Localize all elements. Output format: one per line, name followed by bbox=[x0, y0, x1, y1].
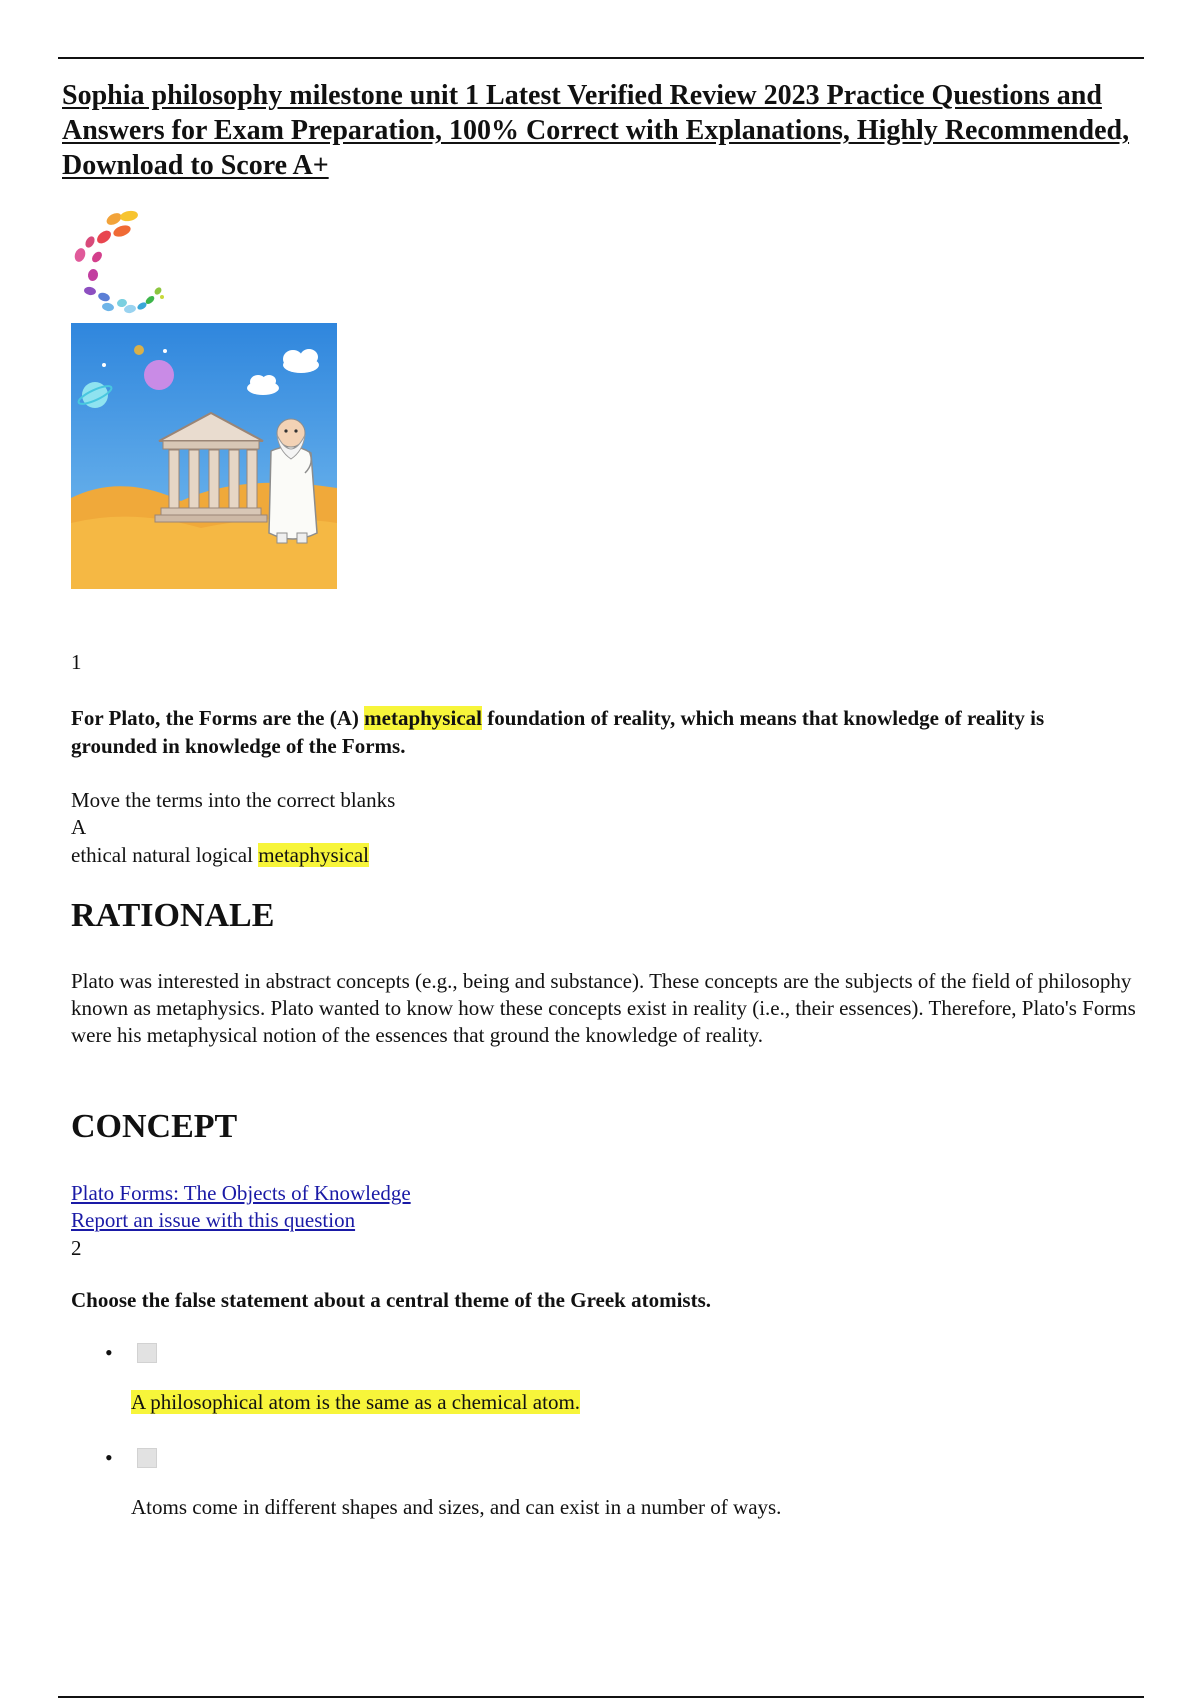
option-2-checkbox[interactable] bbox=[137, 1448, 157, 1468]
report-issue-link[interactable]: Report an issue with this question bbox=[71, 1208, 356, 1232]
option-1[interactable] bbox=[131, 1390, 580, 1415]
term-ethical[interactable]: ethical bbox=[71, 843, 127, 867]
prompt-highlight: metaphysical bbox=[364, 706, 482, 730]
option-2-text: Atoms come in different shapes and sizes, and can exist in a number of ways. bbox=[131, 1495, 782, 1519]
question-1-number: 1 bbox=[71, 650, 82, 674]
bullet-icon: • bbox=[105, 1340, 113, 1365]
top-rule bbox=[58, 57, 1144, 59]
sophia-logo-icon bbox=[66, 205, 176, 320]
question-2-prompt: Choose the false statement about a central theme of the Greek atomists. bbox=[71, 1288, 711, 1312]
concept-links bbox=[71, 1180, 411, 1234]
rationale-text: Plato was interested in abstract concepts (e.g., being and substance). These concepts are the subjects of the field of philosophy known as metaphysics. Plato wanted to know how these concepts exist in reality (i.e., their essences). Therefore, Plato's Forms were his metaphysical notion of the essences that ground the knowledge of reality. bbox=[71, 969, 1136, 1047]
concept-link[interactable]: Plato Forms: The Objects of Knowledge bbox=[71, 1181, 411, 1205]
question-2-number: 2 bbox=[71, 1236, 82, 1260]
term-logical[interactable]: logical bbox=[195, 843, 253, 867]
prompt-after: foundation of reality, which means that knowledge of reality is grounded in knowledge of the Forms. bbox=[71, 706, 1045, 758]
term-natural[interactable]: natural bbox=[132, 843, 191, 867]
instruction-text: Move the terms into the correct blanks bbox=[71, 788, 396, 812]
question-1-prompt bbox=[71, 704, 1131, 760]
option-1-checkbox[interactable] bbox=[137, 1343, 157, 1363]
option-2[interactable] bbox=[131, 1495, 781, 1520]
document-title: Sophia philosophy milestone unit 1 Latest Verified Review 2023 Practice Questions and Answers for Exam Preparation, 100% Correct with Explanations, Highly Recommended, Download to Score A+ bbox=[62, 80, 1130, 181]
blank-label: A bbox=[71, 815, 87, 839]
plato-temple-illustration bbox=[71, 323, 337, 589]
concept-heading: CONCEPT bbox=[71, 1108, 238, 1145]
bottom-rule bbox=[58, 1696, 1144, 1698]
rationale-heading: RATIONALE bbox=[71, 897, 275, 934]
prompt-before: For Plato, the Forms are the (A) bbox=[71, 706, 359, 730]
option-1-text: A philosophical atom is the same as a chemical atom. bbox=[131, 1390, 581, 1414]
bullet-icon: • bbox=[105, 1445, 113, 1470]
term-bank bbox=[71, 842, 369, 869]
term-metaphysical[interactable]: metaphysical bbox=[258, 843, 369, 867]
